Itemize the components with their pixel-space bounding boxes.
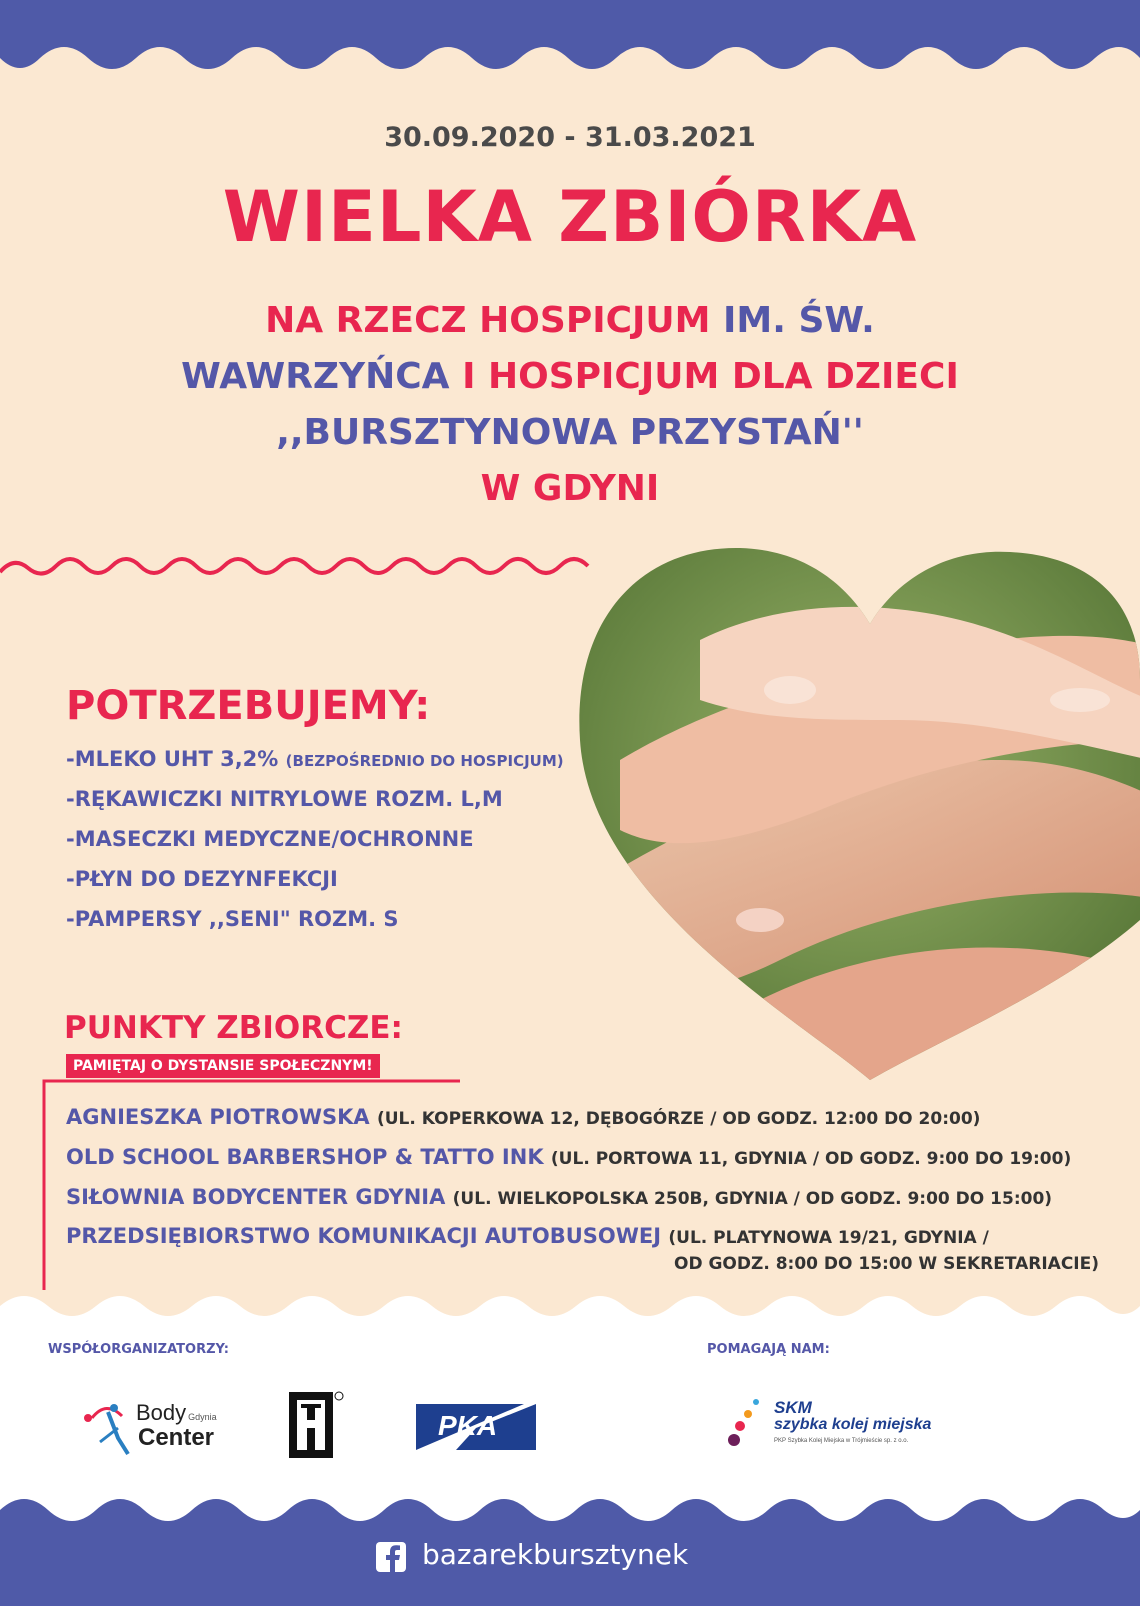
subtitle-line-3: ,,BURSZTYNOWA PRZYSTAŃ'' <box>276 412 864 453</box>
red-squiggle-divider <box>0 559 588 574</box>
event-dates: 30.09.2020 - 31.03.2021 <box>384 122 756 153</box>
collection-point <box>66 1224 989 1248</box>
collection-point-name: OLD SCHOOL BARBERSHOP & TATTO INK <box>66 1145 544 1169</box>
need-item <box>66 747 564 771</box>
page-title: WIELKA ZBIÓRKA <box>222 176 918 258</box>
skm-logo-long: szybka kolej miejska <box>774 1416 932 1433</box>
bodycenter-logo-gdynia: Gdynia <box>188 1412 217 1422</box>
collection-point-name: SIŁOWNIA BODYCENTER GDYNIA <box>66 1185 446 1209</box>
subtitle-line-2-red: I HOSPICJUM DLA DZIECI <box>462 356 959 397</box>
bodycenter-logo-center: Center <box>138 1424 215 1451</box>
collection-point-detail-continued: OD GODZ. 8:00 DO 15:00 W SEKRETARIACIE) <box>674 1254 1100 1274</box>
points-title: PUNKTY ZBIORCZE: <box>64 1010 403 1046</box>
collection-point <box>66 1185 1052 1209</box>
need-item: -MASECZKI MEDYCZNE/OCHRONNE <box>66 827 474 851</box>
need-item-note: (BEZPOŚREDNIO DO HOSPICJUM) <box>285 752 564 770</box>
collection-point-detail: (UL. KOPERKOWA 12, DĘBOGÓRZE / OD GODZ. 12:00 DO 20:00) <box>376 1109 981 1129</box>
collection-point <box>66 1145 1071 1169</box>
collection-point-name: PRZEDSIĘBIORSTWO KOMUNIKACJI AUTOBUSOWEJ <box>66 1224 662 1248</box>
collection-point-detail: (UL. PORTOWA 11, GDYNIA / OD GODZ. 9:00 DO 19:00) <box>550 1149 1072 1169</box>
collection-point-detail: (UL. PLATYNOWA 19/21, GDYNIA / <box>668 1228 989 1248</box>
bodycenter-logo <box>78 1398 238 1458</box>
subtitle-line-4: W GDYNI <box>480 468 660 509</box>
facebook-handle-text[interactable]: bazarekbursztynek <box>422 1538 689 1571</box>
coorganizers-label: WSPÓŁORGANIZATORZY: <box>48 1342 229 1357</box>
pka-logo-text: PKA <box>438 1410 498 1441</box>
subtitle-line-2 <box>0 356 1140 397</box>
collection-point-detail: (UL. WIELKOPOLSKA 250B, GDYNIA / OD GODZ. 9:00 DO 15:00) <box>452 1189 1053 1209</box>
subtitle-line-1-red: NA RZECZ HOSPICJUM <box>265 300 711 341</box>
pka-logo <box>416 1400 536 1452</box>
need-item: -RĘKAWICZKI NITRYLOWE ROZM. L,M <box>66 787 503 811</box>
subtitle-line-2-blue: WAWRZYŃCA <box>181 356 450 397</box>
need-item: -PAMPERSY ,,SENI" ROZM. S <box>66 907 399 931</box>
bodycenter-logo-mark <box>78 1398 138 1458</box>
need-item-text: -MLEKO UHT 3,2% <box>66 747 279 771</box>
needs-title: POTRZEBUJEMY: <box>66 683 431 729</box>
collection-point-name: AGNIESZKA PIOTROWSKA <box>66 1105 370 1129</box>
facebook-handle[interactable] <box>376 1538 688 1571</box>
subtitle-line-1 <box>0 300 1140 341</box>
need-item: -PŁYN DO DEZYNFEKCJI <box>66 867 338 891</box>
skm-logo <box>726 1396 986 1456</box>
subtitle-line-1-blue: IM. ŚW. <box>723 300 875 341</box>
skm-logo-sub: PKP Szybka Kolej Miejska w Trójmieście sp. z o.o. <box>774 1438 909 1444</box>
collection-point <box>66 1105 980 1129</box>
bodycenter-logo-body: Body <box>136 1400 187 1425</box>
top-wave-band <box>0 0 1140 69</box>
skm-logo-short: SKM <box>774 1398 812 1417</box>
distance-badge: PAMIĘTAJ O DYSTANSIE SPOŁECZNYM! <box>66 1054 380 1078</box>
skm-logo-dots <box>726 1396 766 1456</box>
hands-heart-image <box>560 540 1140 1100</box>
helpers-label: POMAGAJĄ NAM: <box>707 1342 830 1357</box>
barbershop-monogram-logo <box>285 1390 345 1460</box>
